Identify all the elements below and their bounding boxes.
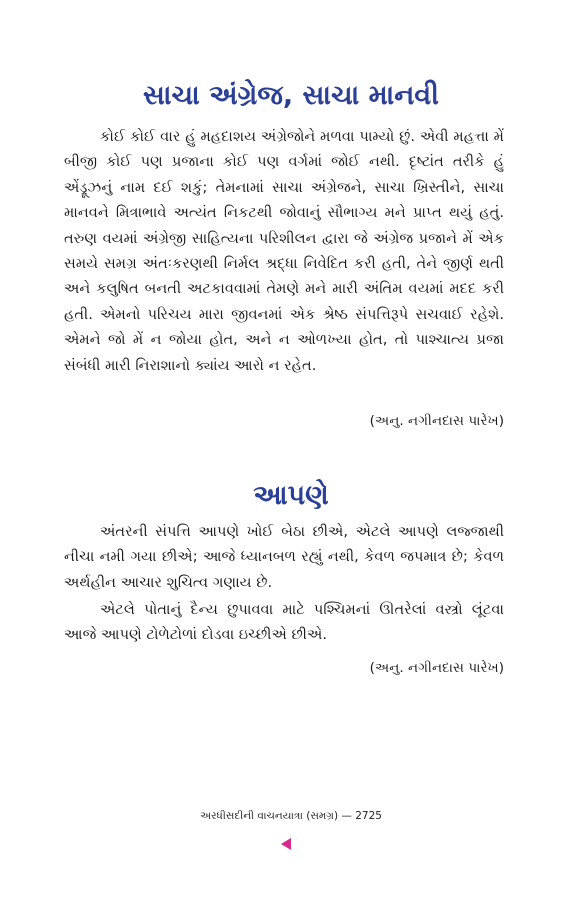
translator-credit: (અનુ. નગીનદાસ પારેખ) <box>369 413 504 429</box>
paragraph: અંતરની સંપત્તિ આપણે ખોઈ બેઠા છીએ, એટલે આપણે લજ્જાથી નીચા નમી ગયા છીએ; આજે ધ્યાનબળ રહ્યું નથી, કેવળ જપમાત્ર છે; કેવળ અર્થહીન આચાર શુચિત્વ ગણાય છે. <box>64 523 504 591</box>
section-title: આપણે <box>253 480 329 511</box>
paragraph: એટલે પોતાનું દૈન્ય છુપાવવા માટે પશ્ચિમનાં ઊતરેલાં વસ્ત્રો લૂંટવા આજે આપણે ટોળેટોળાં દોડવા ઇચ્છીએ છીએ. <box>64 601 504 644</box>
left-triangle-icon[interactable] <box>281 838 291 850</box>
paragraph: કોઈ કોઈ વાર હું મહદાશય અંગ્રેજોને મળવા પામ્યો છું. એવી મહત્તા મેં બીજી કોઈ પણ પ્રજાના કોઈ પણ વર્ગમાં જોઈ નથી. દૃષ્ટાંત તરીકે હું એંડ્રૂઝનું નામ દઈ શકું; તેમનામાં સાચા અંગ્રેજને, સાચા ખ્રિસ્તીને, સાચા માનવને મિત્રાભાવે અત્યંત નિકટથી જોવાનું સૌભાગ્ય મને પ્રાપ્ત થયું હતું. તરુણ વયમાં અંગ્રેજી સાહિત્યના પરિશીલન દ્વારા જે અંગ્રેજ પ્રજાને મેં એક સમયે સમગ્ર અંતઃકરણથી નિર્મલ શ્રદ્ધા નિવેદિત કરી હતી, તેને જીર્ણ થતી અને કલુષિત બનતી અટકાવવામાં તેમણે મને મારી અંતિમ વયમાં મદદ કરી હતી. એમનો પરિચય મારા જીવનમાં એક શ્રેષ્ઠ સંપત્તિરૂપે સચવાઈ રહેશે. એમને જો મેં ન જોયા હોત, અને ન ઓળખ્યા હોત, તો પાશ્ચાત્ય પ્રજા સંબંધી મારી નિરાશાનો ક્યાંય આરો ન રહેત. <box>64 128 504 374</box>
section-title: સાચા અંગ્રેજ, સાચા માનવી <box>143 80 439 111</box>
translator-credit: (અનુ. નગીનદાસ પારેખ) <box>369 660 504 676</box>
page-footer: અરધીસદીની વાચનયાત્રા (સમગ્ર) — 2725 <box>200 810 382 822</box>
